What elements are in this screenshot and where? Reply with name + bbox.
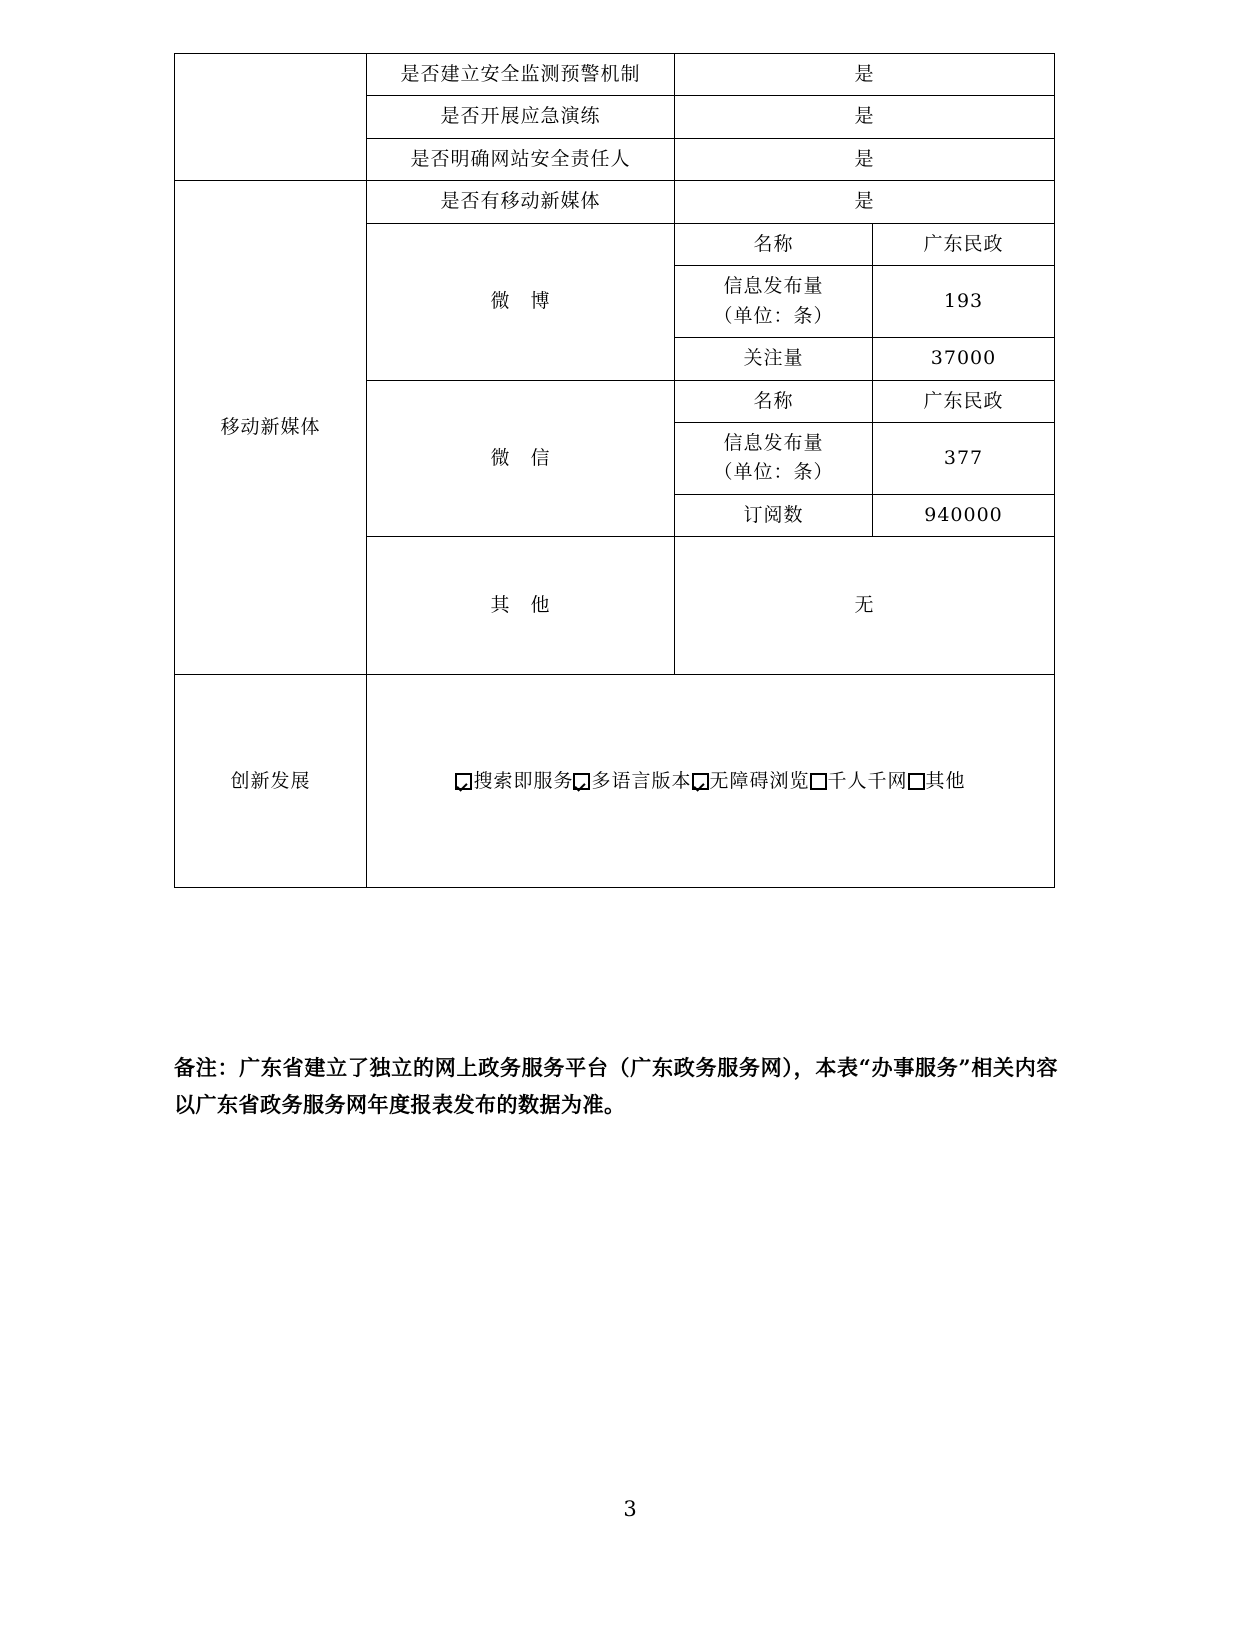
weixin-subscribers-key: 订阅数 — [675, 494, 873, 536]
innovation-option-multilingual[interactable] — [573, 767, 691, 796]
weixin-publish-count-key-line1: 信息发布量 — [723, 431, 824, 454]
innovation-checkbox-group — [371, 767, 1050, 796]
weibo-publish-count-key — [675, 266, 873, 338]
document-note: 备注：广东省建立了独立的网上政务服务平台（广东政务服务网），本表“办事服务”相关内容以广东省政务服务网年度报表发布的数据为准。 — [174, 1055, 1058, 1117]
weibo-name-key: 名称 — [675, 223, 873, 265]
weibo-publish-count-value: 193 — [873, 266, 1055, 338]
weixin-subscribers-value: 940000 — [873, 494, 1055, 536]
innovation-options-cell — [367, 675, 1055, 888]
security-row-value-2: 是 — [675, 96, 1055, 138]
innovation-option-label-4: 其他 — [925, 769, 966, 792]
innovation-option-other[interactable] — [908, 767, 966, 796]
weixin-label: 微 信 — [367, 380, 675, 537]
checkbox-unchecked-icon[interactable] — [908, 773, 925, 790]
page-number: 3 — [623, 1497, 637, 1521]
security-row-label-1: 是否建立安全监测预警机制 — [367, 54, 675, 96]
other-media-label: 其 他 — [367, 537, 675, 675]
checkbox-checked-icon[interactable] — [692, 773, 709, 790]
weibo-publish-count-key-line2: （单位：条） — [713, 304, 834, 327]
weibo-label: 微 博 — [367, 223, 675, 380]
other-media-value: 无 — [675, 537, 1055, 675]
innovation-option-label-0: 搜索即服务 — [473, 769, 574, 792]
security-row-label-2: 是否开展应急演练 — [367, 96, 675, 138]
innovation-option-label-3: 千人千网 — [827, 769, 908, 792]
has-mobile-media-label: 是否有移动新媒体 — [367, 181, 675, 223]
innovation-label: 创新发展 — [175, 675, 367, 888]
security-row-label-3: 是否明确网站安全责任人 — [367, 138, 675, 180]
report-table — [174, 53, 1055, 888]
checkbox-checked-icon[interactable] — [455, 773, 472, 790]
innovation-option-label-1: 多语言版本 — [591, 769, 692, 792]
checkbox-checked-icon[interactable] — [573, 773, 590, 790]
checkbox-unchecked-icon[interactable] — [810, 773, 827, 790]
innovation-option-search-as-service[interactable] — [455, 767, 573, 796]
table-row — [175, 54, 1055, 96]
innovation-option-personalized[interactable] — [810, 767, 908, 796]
weibo-name-value: 广东民政 — [873, 223, 1055, 265]
security-row-value-3: 是 — [675, 138, 1055, 180]
table-row — [175, 181, 1055, 223]
innovation-option-label-2: 无障碍浏览 — [709, 769, 810, 792]
table-row — [175, 675, 1055, 888]
mobile-media-section-label: 移动新媒体 — [175, 181, 367, 675]
weibo-followers-value: 37000 — [873, 338, 1055, 380]
weixin-name-value: 广东民政 — [873, 380, 1055, 422]
weixin-publish-count-key-line2: （单位：条） — [713, 461, 834, 484]
innovation-option-accessibility[interactable] — [692, 767, 810, 796]
weibo-followers-key: 关注量 — [675, 338, 873, 380]
weixin-publish-count-value: 377 — [873, 422, 1055, 494]
has-mobile-media-value: 是 — [675, 181, 1055, 223]
weixin-publish-count-key — [675, 422, 873, 494]
security-row-value-1: 是 — [675, 54, 1055, 96]
weibo-publish-count-key-line1: 信息发布量 — [723, 275, 824, 298]
weixin-name-key: 名称 — [675, 380, 873, 422]
security-section-label — [175, 54, 367, 181]
